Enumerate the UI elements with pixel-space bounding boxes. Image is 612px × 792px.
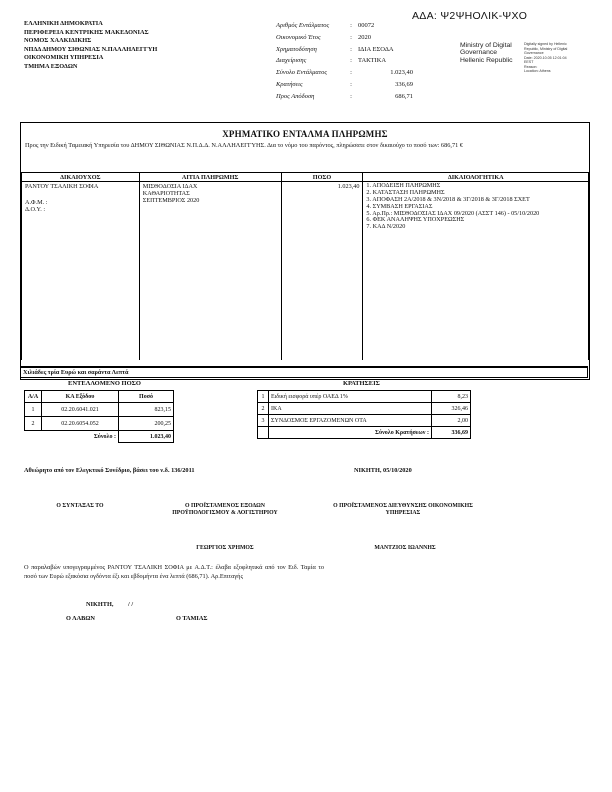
amount-cell — [281, 182, 363, 361]
meta-value: 336,69 — [395, 80, 413, 88]
expense-code: 02.20.6054.052 — [42, 417, 119, 431]
meta-value: ΤΑΚΤΙΚΑ — [358, 57, 387, 65]
commitment-title: ΕΝΤΕΛΛΟΜΕΝΟ ΠΟΣΟ — [68, 380, 141, 387]
document-item: 6. ΦΕΚ ΑΝΑΛΗΨΗΣ ΥΠΟΧΡΕΩΣΗΣ — [366, 216, 465, 224]
cashier-signature-label: Ο ΤΑΜΙΑΣ — [176, 615, 208, 622]
signature-detail-line: Location: Athens — [524, 69, 551, 73]
signature-title-line: Ο ΠΡΟΪΣΤΑΜΕΝΟΣ ΕΞΟΔΩΝ — [185, 503, 265, 509]
signature-detail-line: Republic, Ministry of Digital — [524, 46, 568, 51]
issuer-header — [24, 20, 157, 72]
column-header: ΔΙΚΑΙΟΛΟΓΗΤΙΚΑ — [363, 173, 589, 182]
beneficiary-name: ΡΑΝΤΟΥ ΤΣΑΛΙΚΗ ΣΟΦΙΑ — [25, 183, 99, 190]
reason-line: ΣΕΠΤΕΜΒΡΙΟΣ 2020 — [142, 197, 200, 204]
amount-in-words: Χιλιάδες τρία Ευρώ και σαράντα Λεπτά — [20, 366, 588, 378]
mandate-table — [21, 172, 589, 360]
signature-detail-line: Reason: — [524, 64, 538, 69]
header-line: ΠΕΡΙΦΕΡΕΙΑ ΚΕΝΤΡΙΚΗΣ ΜΑΚΕΔΟΝΙΑΣ — [24, 28, 149, 36]
signature-org-line: Ministry of Digital — [460, 42, 512, 49]
row-amount: 823,15 — [119, 403, 174, 417]
header-line: ΝΠΔΔ ΔΗΜΟΥ ΣΙΘΩΝΙΑΣ Ν.ΠΑΛΛΗΛΕΓΓΥΗ — [24, 45, 158, 53]
header-line: ΝΟΜΟΣ ΧΑΛΚΙΔΙΚΗΣ — [24, 37, 92, 45]
deduction-label: ΙΚΑ — [269, 403, 432, 415]
signature-composer-title: Ο ΣΥΝΤΑΞΑΣ ΤΟ — [56, 503, 104, 509]
signature-org-line: Governance — [460, 49, 498, 57]
meta-label: Σύνολο Εντάλματος — [276, 69, 327, 77]
document-item: 1. ΑΠΟΔΕΙΞΗ ΠΛΗΡΩΜΗΣ — [366, 182, 441, 189]
document-item: 7. ΚΑΔ Ν/2020 — [366, 223, 406, 231]
header-line: ΕΛΛΗΝΙΚΗ ΔΗΜΟΚΡΑΤΙΑ — [24, 20, 103, 27]
receipt-date-slots: / / — [128, 601, 134, 608]
expense-code: 02.20.6041.021 — [42, 403, 119, 417]
document-item: 3. ΑΠΟΦΑΣΗ 2Α/2018 & 3Ν/2018 & 3Γ/2018 & 3Γ/2018 ΣΧΕΤ — [366, 195, 530, 203]
document-item: 2. ΚΑΤΑΣΤΑΣΗ ΠΛΗΡΩΜΗΣ — [366, 188, 445, 196]
table-row — [25, 403, 174, 417]
meta-label: Χρηματοδότηση — [276, 45, 317, 53]
signature-title-line: Ο ΠΡΟΪΣΤΑΜΕΝΟΣ ΔΙΕΥΘΥΝΣΗΣ ΟΙΚΟΝΟΜΙΚΗΣ — [333, 503, 473, 509]
payment-mandate-box — [20, 122, 590, 380]
header-line: ΟΙΚΟΝΟΜΙΚΗ ΥΠΗΡΕΣΙΑ — [24, 54, 104, 62]
row-number: 1 — [258, 391, 269, 403]
document-item: 4. ΣΥΜΒΑΣΗ ΕΡΓΑΣΙΑΣ — [366, 202, 433, 210]
documents-cell — [363, 182, 589, 361]
signature-detail-line: EEST — [524, 60, 534, 64]
signature-director-title — [318, 503, 488, 517]
table-row — [25, 417, 174, 431]
document-item: 5. Αρ.Πρ.: ΜΙΣΘΟΔΟΣΙΑΣ ΙΔΑΧ 09/2020 (ΑΣΣΤ 146) - 05/10/2020 — [366, 209, 540, 217]
table-row — [258, 415, 471, 427]
commitment-total: 1.023,40 — [119, 431, 174, 443]
deduction-label: Ειδική εισφορά υπέρ ΟΑΕΔ 1% — [269, 391, 432, 403]
deductions-title: ΚΡΑΤΗΣΕΙΣ — [343, 380, 380, 387]
header-line: ΤΜΗΜΑ ΕΞΟΔΩΝ — [24, 62, 78, 70]
meta-value: 2020 — [358, 33, 371, 41]
meta-label: Διαχείρισης — [276, 57, 307, 65]
column-header: ΠΟΣΟ — [281, 173, 363, 182]
meta-label: Αριθμός Εντάλματος — [276, 22, 330, 29]
beneficiary-cell — [22, 182, 140, 361]
signature-detail-line: Date: 2020.10.05 12:01:04 — [524, 55, 567, 60]
meta-label: Προς Απόδοση — [276, 92, 315, 100]
row-number: 3 — [258, 415, 269, 427]
mandate-intro: Προς την Ειδική Ταμειακή Υπηρεσία του ΔΗΜΟΥ ΣΙΘΩΝΙΑΣ Ν.Π.Δ.Δ. Ν.ΑΛΛΗΛΕΓΓΥΗΣ. Δια το νόμο του παρόντος, πληρώσατε στον δικαιούχο το ποσό των: 686,71 € — [25, 142, 463, 149]
column-header: Α/Α — [25, 391, 42, 403]
reason-line: ΚΑΘΑΡΙΟΤΗΤΑΣ — [142, 190, 190, 197]
deductions-table — [257, 390, 471, 439]
signature-detail-line: Digitally signed by Hellenic — [524, 42, 567, 46]
column-header: ΚΑ Εξόδου — [42, 391, 119, 403]
audit-note: Αθεώρητο από τον Ελεγκτικό Συνέδριο, βάσει του ν.δ. 136/2011 — [24, 467, 195, 474]
deduction-amount: 326,46 — [432, 403, 471, 415]
deduction-label: ΣΥΝΔΟΣΜΟΣ ΕΡΓΑΖΟΜΕΝΩΝ ΟΤΑ — [269, 415, 432, 427]
digital-signature-stamp — [460, 42, 576, 74]
meta-label: Οικονομικό Έτος — [276, 33, 321, 41]
reason-line: ΜΙΣΘΟΔΟΣΙΑ ΙΔΑΧ — [142, 183, 198, 190]
row-number: 2 — [258, 403, 269, 415]
signatory-name: ΜΑΝΤΖΙΟΣ ΙΩΑΝΝΗΣ — [374, 545, 436, 551]
column-header: Ποσό — [119, 391, 174, 403]
total-label: Σύνολο : — [93, 433, 116, 440]
row-amount: 200,25 — [119, 417, 174, 431]
table-row — [258, 403, 471, 415]
signatory-name: ΓΕΩΡΓΙΟΣ ΧΡΗΜΟΣ — [196, 545, 254, 551]
signature-head-expenses-title — [150, 503, 300, 517]
commitment-table — [24, 390, 174, 443]
column-header: ΔΙΚΑΙΟΥΧΟΣ — [22, 173, 140, 182]
deductions-total: 336,69 — [432, 427, 471, 439]
taker-signature-label: Ο ΛΑΒΩΝ — [66, 615, 95, 622]
total-label: Σύνολο Κρατήσεων : — [269, 427, 432, 439]
meta-value: 1.023,40 — [390, 69, 413, 77]
ada-code: ΑΔΑ: Ψ2ΨΗΟΛΙΚ-ΨΧΟ — [412, 10, 528, 22]
mandate-title: ΧΡΗΜΑΤΙΚΟ ΕΝΤΑΛΜΑ ΠΛΗΡΩΜΗΣ — [222, 129, 388, 139]
signature-detail-line: Governance — [524, 51, 544, 55]
meta-value: 686,71 — [395, 92, 413, 100]
meta-label: Κρατήσεις — [276, 80, 303, 88]
signature-org-line: Hellenic Republic — [460, 56, 513, 64]
row-number: 1 — [25, 403, 42, 417]
doy-label: Δ.Ο.Υ. : — [25, 206, 46, 213]
signature-title-line: ΠΡΟΫΠΟΛΟΓΙΣΜΟΥ & ΛΟΓΙΣΤΗΡΙΟΥ — [172, 510, 278, 516]
meta-value: ΙΔΙΑ ΕΣΟΔΑ — [358, 45, 394, 53]
deduction-amount: 2,00 — [432, 415, 471, 427]
column-header: ΑΙΤΙΑ ΠΛΗΡΩΜΗΣ — [139, 173, 281, 182]
signature-title-line: ΥΠΗΡΕΣΙΑΣ — [385, 510, 421, 516]
table-row — [258, 391, 471, 403]
mandate-meta: Αριθμός Εντάλματος : 00072 Οικονομικό Έτος : 2020 Χρηματοδότηση : ΙΔΙΑ ΕΣΟΔΑ Διαχείρισης : ΤΑΚΤΙΚΑ Σύνολο Εντάλματος : 1.023,40 Κρατήσεις : 336,69 Προς Απόδοση : 686,71 — [276, 20, 413, 103]
afm-label: Α.Φ.Μ. : — [25, 199, 48, 206]
receipt-place: ΝΙΚΗΤΗ, — [86, 601, 114, 608]
row-number: 2 — [25, 417, 42, 431]
receipt-statement: Ο παραλαβών υπογεγραμμένος ΡΑΝΤΟΥ ΤΣΑΛΙΚΗ ΣΟΦΙΑ με Α.Δ.Τ.: έλαβα εξοφλητικά από τον Ειδ. Ταμία το ποσό των Ευρώ εξακόσια ογδόντα έξι και εβδομήντα ένα λεπτά (686,71). Αρ.Επιταγής — [24, 564, 324, 580]
deduction-amount: 8,23 — [432, 391, 471, 403]
reason-cell — [139, 182, 281, 361]
place-date: ΝΙΚΗΤΗ, 05/10/2020 — [354, 467, 412, 474]
mandate-amount: 1.023,40 — [337, 183, 360, 190]
meta-value: 00072 — [358, 22, 375, 29]
